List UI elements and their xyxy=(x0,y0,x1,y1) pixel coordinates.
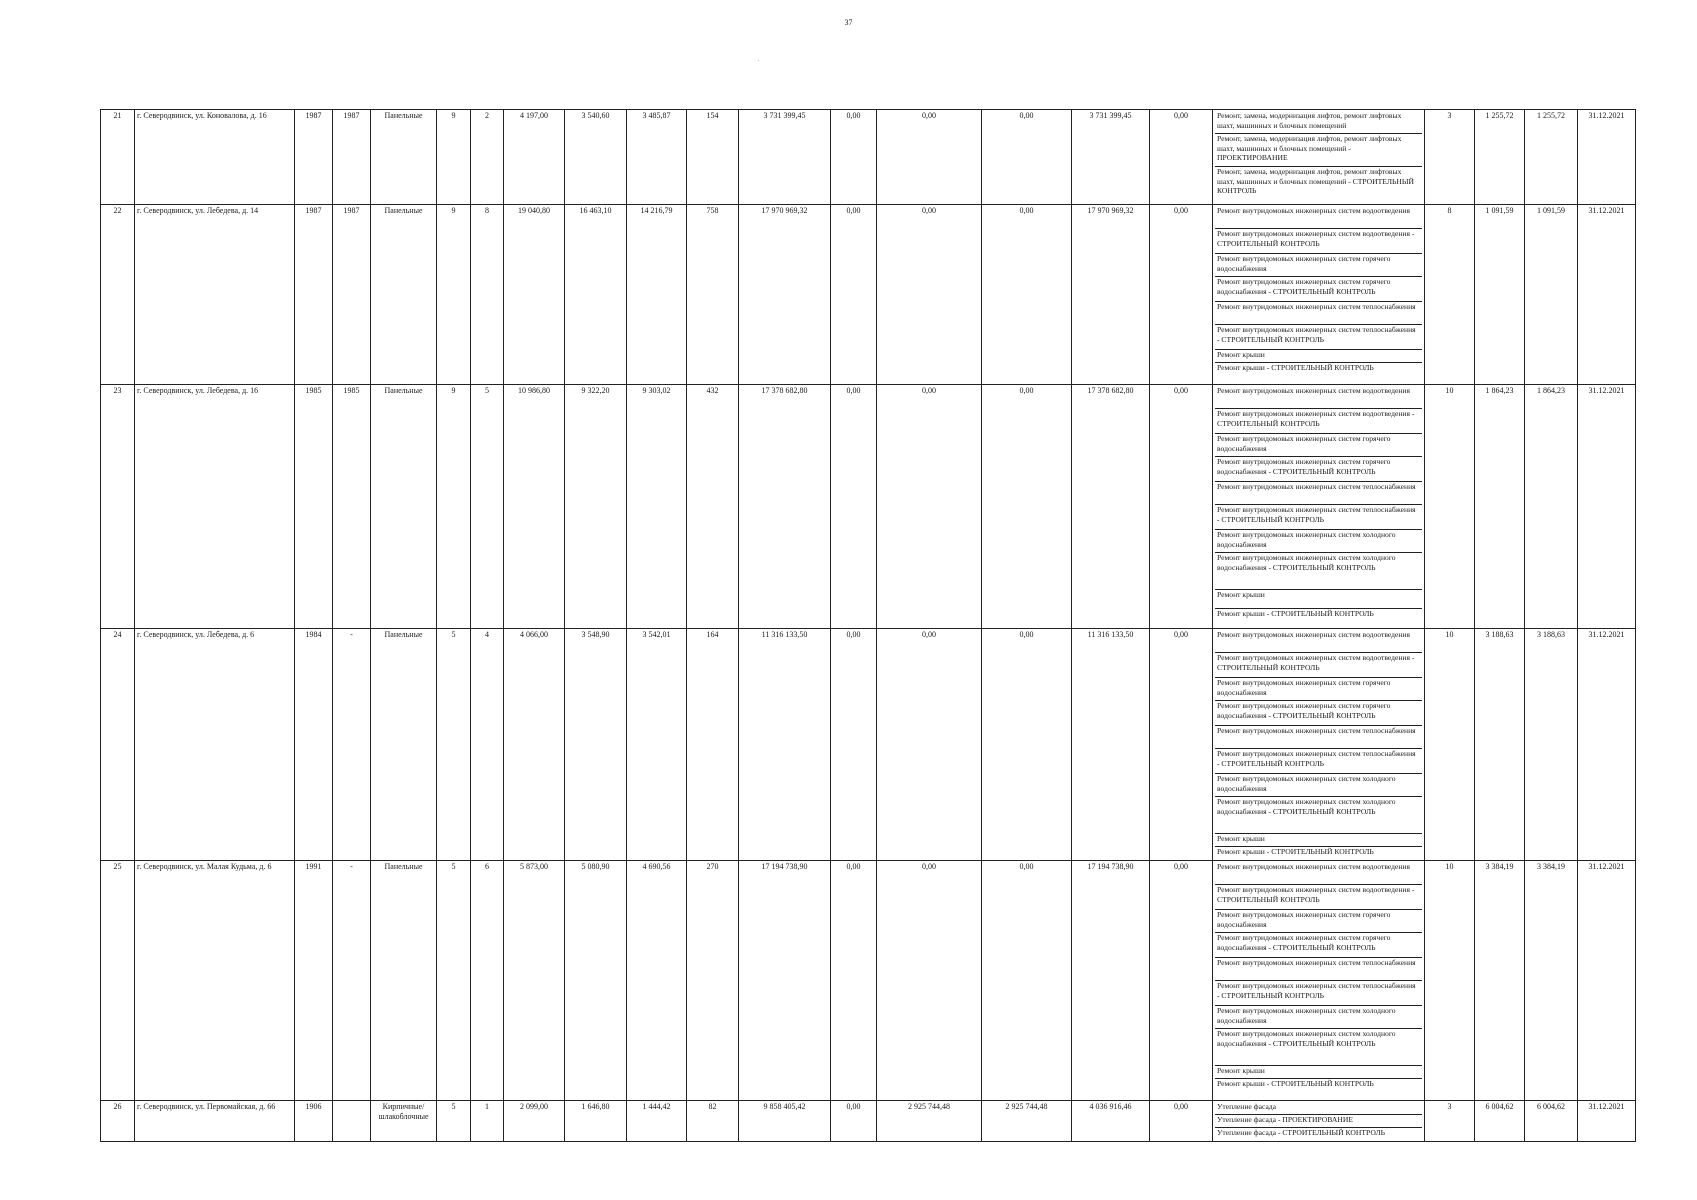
deadline-cell: 31.12.2021 xyxy=(1578,629,1636,861)
year-built-cell: 1987 xyxy=(295,205,333,385)
budget-region-cell: 0,00 xyxy=(877,385,982,629)
wall-material-cell: Панельные xyxy=(371,205,437,385)
year-built-cell: 1987 xyxy=(295,110,333,205)
residents-cell: 82 xyxy=(687,1101,739,1142)
fund-amount-cell: 0,00 xyxy=(831,1101,877,1142)
area-total-cell: 5 873,00 xyxy=(504,861,565,1101)
work-item: Ремонт внутридомовых инженерных систем холодного водоснабжения xyxy=(1215,774,1422,797)
budget-local-cell: 2 925 744,48 xyxy=(982,1101,1072,1142)
work-item: Ремонт крыши - СТРОИТЕЛЬНЫЙ КОНТРОЛЬ xyxy=(1217,609,1374,618)
owners-funds-cell: 17 378 682,80 xyxy=(1072,385,1150,629)
area-rooms-cell: 5 080,90 xyxy=(565,861,627,1101)
deadline-cell: 31.12.2021 xyxy=(1578,1101,1636,1142)
fund-amount-cell: 0,00 xyxy=(831,629,877,861)
other-funds-cell: 0,00 xyxy=(1150,1101,1213,1142)
residents-cell: 270 xyxy=(687,861,739,1101)
unit-cost-cell: 1 255,72 xyxy=(1475,110,1525,205)
cost-total-cell: 3 731 399,45 xyxy=(739,110,831,205)
work-item: Ремонт внутридомовых инженерных систем водоотведения xyxy=(1215,386,1422,409)
count-cell: 3 xyxy=(1425,1101,1475,1142)
budget-local-cell: 0,00 xyxy=(982,861,1072,1101)
other-funds-cell: 0,00 xyxy=(1150,110,1213,205)
work-item: Ремонт внутридомовых инженерных систем горячего водоснабжения xyxy=(1215,434,1422,457)
deadline-cell: 31.12.2021 xyxy=(1578,205,1636,385)
entrances-cell: 6 xyxy=(471,861,504,1101)
address-cell: г. Северодвинск, ул. Первомайская, д. 66 xyxy=(135,1101,295,1142)
work-item: Ремонт внутридомовых инженерных систем холодного водоснабжения xyxy=(1215,1006,1422,1029)
owners-funds-cell: 3 731 399,45 xyxy=(1072,110,1150,205)
table-row xyxy=(101,205,1636,385)
scan-speck: . xyxy=(758,57,760,63)
cost-total-cell: 17 194 738,90 xyxy=(739,861,831,1101)
work-item: Ремонт внутридомовых инженерных систем водоотведения xyxy=(1215,862,1422,885)
work-item: Ремонт крыши xyxy=(1215,834,1422,847)
work-item: Ремонт внутридомовых инженерных систем горячего водоснабжения - СТРОИТЕЛЬНЫЙ КОНТРОЛЬ xyxy=(1215,457,1422,482)
area-rooms-cell: 3 540,60 xyxy=(565,110,627,205)
cost-total-cell: 9 858 405,42 xyxy=(739,1101,831,1142)
floors-cell: 9 xyxy=(437,205,471,385)
work-item: Ремонт крыши xyxy=(1215,350,1422,363)
area-living-cell: 14 216,79 xyxy=(627,205,687,385)
deadline-cell: 31.12.2021 xyxy=(1578,110,1636,205)
entrances-cell: 1 xyxy=(471,1101,504,1142)
max-cost-cell: 3 384,19 xyxy=(1525,861,1578,1101)
work-item: Ремонт крыши xyxy=(1215,1066,1422,1079)
entrances-cell: 4 xyxy=(471,629,504,861)
budget-local-cell: 0,00 xyxy=(982,629,1072,861)
year-commission-cell: 1987 xyxy=(333,110,371,205)
floors-cell: 5 xyxy=(437,1101,471,1142)
work-item: Ремонт внутридомовых инженерных систем теплоснабжения xyxy=(1215,958,1422,981)
budget-local-cell: 0,00 xyxy=(982,385,1072,629)
address-cell: г. Северодвинск, ул. Лебедева, д. 6 xyxy=(135,629,295,861)
works-cell xyxy=(1213,861,1425,1101)
other-funds-cell: 0,00 xyxy=(1150,861,1213,1101)
address-cell: г. Северодвинск, ул. Лебедева, д. 16 xyxy=(135,385,295,629)
area-living-cell: 3 485,87 xyxy=(627,110,687,205)
residents-cell: 758 xyxy=(687,205,739,385)
other-funds-cell: 0,00 xyxy=(1150,205,1213,385)
wall-material-cell: Панельные xyxy=(371,861,437,1101)
repair-register-table xyxy=(100,109,1636,1142)
works-cell xyxy=(1213,1101,1425,1142)
max-cost-cell: 1 864,23 xyxy=(1525,385,1578,629)
residents-cell: 154 xyxy=(687,110,739,205)
work-item: Ремонт крыши - СТРОИТЕЛЬНЫЙ КОНТРОЛЬ xyxy=(1217,1079,1374,1088)
work-item: Ремонт внутридомовых инженерных систем холодного водоснабжения - СТРОИТЕЛЬНЫЙ КОНТРОЛЬ xyxy=(1215,553,1422,590)
unit-cost-cell: 3 188,63 xyxy=(1475,629,1525,861)
cost-total-cell: 17 970 969,32 xyxy=(739,205,831,385)
work-item: Утепление фасада xyxy=(1215,1102,1422,1115)
floors-cell: 9 xyxy=(437,385,471,629)
year-commission-cell: 1985 xyxy=(333,385,371,629)
year-commission-cell: - xyxy=(333,629,371,861)
wall-material-cell: Панельные xyxy=(371,629,437,861)
area-living-cell: 1 444,42 xyxy=(627,1101,687,1142)
residents-cell: 164 xyxy=(687,629,739,861)
area-total-cell: 4 197,00 xyxy=(504,110,565,205)
cost-total-cell: 17 378 682,80 xyxy=(739,385,831,629)
budget-region-cell: 0,00 xyxy=(877,861,982,1101)
count-cell: 3 xyxy=(1425,110,1475,205)
area-living-cell: 4 690,56 xyxy=(627,861,687,1101)
year-commission-cell: - xyxy=(333,861,371,1101)
row-number-cell: 24 xyxy=(101,629,135,861)
work-item: Утепление фасада - ПРОЕКТИРОВАНИЕ xyxy=(1215,1115,1422,1128)
work-item: Ремонт внутридомовых инженерных систем горячего водоснабжения xyxy=(1215,910,1422,933)
max-cost-cell: 6 004,62 xyxy=(1525,1101,1578,1142)
work-item: Ремонт внутридомовых инженерных систем водоотведения xyxy=(1215,630,1422,653)
owners-funds-cell: 4 036 916,46 xyxy=(1072,1101,1150,1142)
work-item: Ремонт внутридомовых инженерных систем водоотведения - СТРОИТЕЛЬНЫЙ КОНТРОЛЬ xyxy=(1215,885,1422,910)
unit-cost-cell: 1 864,23 xyxy=(1475,385,1525,629)
fund-amount-cell: 0,00 xyxy=(831,861,877,1101)
wall-material-cell: Панельные xyxy=(371,110,437,205)
owners-funds-cell: 17 970 969,32 xyxy=(1072,205,1150,385)
work-item: Ремонт внутридомовых инженерных систем горячего водоснабжения - СТРОИТЕЛЬНЫЙ КОНТРОЛЬ xyxy=(1215,701,1422,726)
owners-funds-cell: 11 316 133,50 xyxy=(1072,629,1150,861)
table-row xyxy=(101,385,1636,629)
work-item: Ремонт, замена, модернизация лифтов, ремонт лифтовых шахт, машинных и блочных помещений - СТРОИТЕЛЬНЫЙ КОНТРОЛЬ xyxy=(1217,167,1414,196)
count-cell: 8 xyxy=(1425,205,1475,385)
floors-cell: 5 xyxy=(437,629,471,861)
work-item: Утепление фасада - СТРОИТЕЛЬНЫЙ КОНТРОЛЬ xyxy=(1217,1128,1385,1137)
max-cost-cell: 3 188,63 xyxy=(1525,629,1578,861)
work-item: Ремонт внутридомовых инженерных систем теплоснабжения - СТРОИТЕЛЬНЫЙ КОНТРОЛЬ xyxy=(1215,981,1422,1006)
count-cell: 10 xyxy=(1425,629,1475,861)
unit-cost-cell: 3 384,19 xyxy=(1475,861,1525,1101)
other-funds-cell: 0,00 xyxy=(1150,629,1213,861)
budget-local-cell: 0,00 xyxy=(982,205,1072,385)
work-item: Ремонт внутридомовых инженерных систем водоотведения - СТРОИТЕЛЬНЫЙ КОНТРОЛЬ xyxy=(1215,229,1422,254)
address-cell: г. Северодвинск, ул. Коновалова, д. 16 xyxy=(135,110,295,205)
area-rooms-cell: 1 646,80 xyxy=(565,1101,627,1142)
work-item: Ремонт внутридомовых инженерных систем водоотведения - СТРОИТЕЛЬНЫЙ КОНТРОЛЬ xyxy=(1215,653,1422,678)
wall-material-cell: Панельные xyxy=(371,385,437,629)
work-item: Ремонт крыши xyxy=(1215,590,1422,609)
work-item: Ремонт, замена, модернизация лифтов, ремонт лифтовых шахт, машинных и блочных помещений xyxy=(1215,111,1422,134)
max-cost-cell: 1 255,72 xyxy=(1525,110,1578,205)
work-item: Ремонт внутридомовых инженерных систем холодного водоснабжения xyxy=(1215,530,1422,553)
row-number-cell: 25 xyxy=(101,861,135,1101)
area-rooms-cell: 3 548,90 xyxy=(565,629,627,861)
work-item: Ремонт внутридомовых инженерных систем теплоснабжения - СТРОИТЕЛЬНЫЙ КОНТРОЛЬ xyxy=(1215,325,1422,350)
budget-region-cell: 0,00 xyxy=(877,629,982,861)
address-cell: г. Северодвинск, ул. Лебедева, д. 14 xyxy=(135,205,295,385)
table-row xyxy=(101,861,1636,1101)
work-item: Ремонт внутридомовых инженерных систем теплоснабжения xyxy=(1215,726,1422,749)
works-cell xyxy=(1213,385,1425,629)
work-item: Ремонт внутридомовых инженерных систем горячего водоснабжения xyxy=(1215,678,1422,701)
floors-cell: 9 xyxy=(437,110,471,205)
year-built-cell: 1906 xyxy=(295,1101,333,1142)
work-item: Ремонт внутридомовых инженерных систем водоотведения xyxy=(1215,206,1422,229)
work-item: Ремонт внутридомовых инженерных систем холодного водоснабжения - СТРОИТЕЛЬНЫЙ КОНТРОЛЬ xyxy=(1215,797,1422,834)
budget-region-cell: 0,00 xyxy=(877,205,982,385)
row-number-cell: 26 xyxy=(101,1101,135,1142)
page-number: 37 xyxy=(844,18,853,27)
work-item: Ремонт внутридомовых инженерных систем холодного водоснабжения - СТРОИТЕЛЬНЫЙ КОНТРОЛЬ xyxy=(1215,1029,1422,1066)
year-built-cell: 1985 xyxy=(295,385,333,629)
year-built-cell: 1991 xyxy=(295,861,333,1101)
work-item: Ремонт внутридомовых инженерных систем горячего водоснабжения - СТРОИТЕЛЬНЫЙ КОНТРОЛЬ xyxy=(1215,277,1422,302)
unit-cost-cell: 6 004,62 xyxy=(1475,1101,1525,1142)
budget-local-cell: 0,00 xyxy=(982,110,1072,205)
work-item: Ремонт внутридомовых инженерных систем горячего водоснабжения - СТРОИТЕЛЬНЫЙ КОНТРОЛЬ xyxy=(1215,933,1422,958)
works-cell xyxy=(1213,205,1425,385)
address-cell: г. Северодвинск, ул. Малая Кудьма, д. 6 xyxy=(135,861,295,1101)
work-item: Ремонт крыши - СТРОИТЕЛЬНЫЙ КОНТРОЛЬ xyxy=(1217,847,1374,856)
area-living-cell: 9 303,02 xyxy=(627,385,687,629)
budget-region-cell: 2 925 744,48 xyxy=(877,1101,982,1142)
entrances-cell: 8 xyxy=(471,205,504,385)
year-commission-cell xyxy=(333,1101,371,1142)
wall-material-cell: Кирпичные/шлакоблочные xyxy=(371,1101,437,1142)
owners-funds-cell: 17 194 738,90 xyxy=(1072,861,1150,1101)
cost-total-cell: 11 316 133,50 xyxy=(739,629,831,861)
deadline-cell: 31.12.2021 xyxy=(1578,861,1636,1101)
floors-cell: 5 xyxy=(437,861,471,1101)
budget-region-cell: 0,00 xyxy=(877,110,982,205)
work-item: Ремонт, замена, модернизация лифтов, ремонт лифтовых шахт, машинных и блочных помещений - ПРОЕКТИРОВАНИЕ xyxy=(1215,134,1422,167)
entrances-cell: 5 xyxy=(471,385,504,629)
fund-amount-cell: 0,00 xyxy=(831,110,877,205)
fund-amount-cell: 0,00 xyxy=(831,385,877,629)
count-cell: 10 xyxy=(1425,861,1475,1101)
area-rooms-cell: 16 463,10 xyxy=(565,205,627,385)
year-built-cell: 1984 xyxy=(295,629,333,861)
table-row xyxy=(101,629,1636,861)
work-item: Ремонт крыши - СТРОИТЕЛЬНЫЙ КОНТРОЛЬ xyxy=(1217,363,1374,372)
table-row xyxy=(101,1101,1636,1142)
unit-cost-cell: 1 091,59 xyxy=(1475,205,1525,385)
work-item: Ремонт внутридомовых инженерных систем водоотведения - СТРОИТЕЛЬНЫЙ КОНТРОЛЬ xyxy=(1215,409,1422,434)
year-commission-cell: 1987 xyxy=(333,205,371,385)
area-total-cell: 4 066,00 xyxy=(504,629,565,861)
work-item: Ремонт внутридомовых инженерных систем теплоснабжения - СТРОИТЕЛЬНЫЙ КОНТРОЛЬ xyxy=(1215,505,1422,530)
work-item: Ремонт внутридомовых инженерных систем горячего водоснабжения xyxy=(1215,254,1422,277)
works-cell xyxy=(1213,629,1425,861)
area-rooms-cell: 9 322,20 xyxy=(565,385,627,629)
row-number-cell: 22 xyxy=(101,205,135,385)
area-total-cell: 19 040,80 xyxy=(504,205,565,385)
row-number-cell: 23 xyxy=(101,385,135,629)
residents-cell: 432 xyxy=(687,385,739,629)
works-cell xyxy=(1213,110,1425,205)
work-item: Ремонт внутридомовых инженерных систем теплоснабжения - СТРОИТЕЛЬНЫЙ КОНТРОЛЬ xyxy=(1215,749,1422,774)
work-item: Ремонт внутридомовых инженерных систем теплоснабжения xyxy=(1215,482,1422,505)
work-item: Ремонт внутридомовых инженерных систем теплоснабжения xyxy=(1215,302,1422,325)
count-cell: 10 xyxy=(1425,385,1475,629)
table-row xyxy=(101,110,1636,205)
other-funds-cell: 0,00 xyxy=(1150,385,1213,629)
area-living-cell: 3 542,01 xyxy=(627,629,687,861)
max-cost-cell: 1 091,59 xyxy=(1525,205,1578,385)
area-total-cell: 2 099,00 xyxy=(504,1101,565,1142)
area-total-cell: 10 986,80 xyxy=(504,385,565,629)
entrances-cell: 2 xyxy=(471,110,504,205)
row-number-cell: 21 xyxy=(101,110,135,205)
deadline-cell: 31.12.2021 xyxy=(1578,385,1636,629)
fund-amount-cell: 0,00 xyxy=(831,205,877,385)
